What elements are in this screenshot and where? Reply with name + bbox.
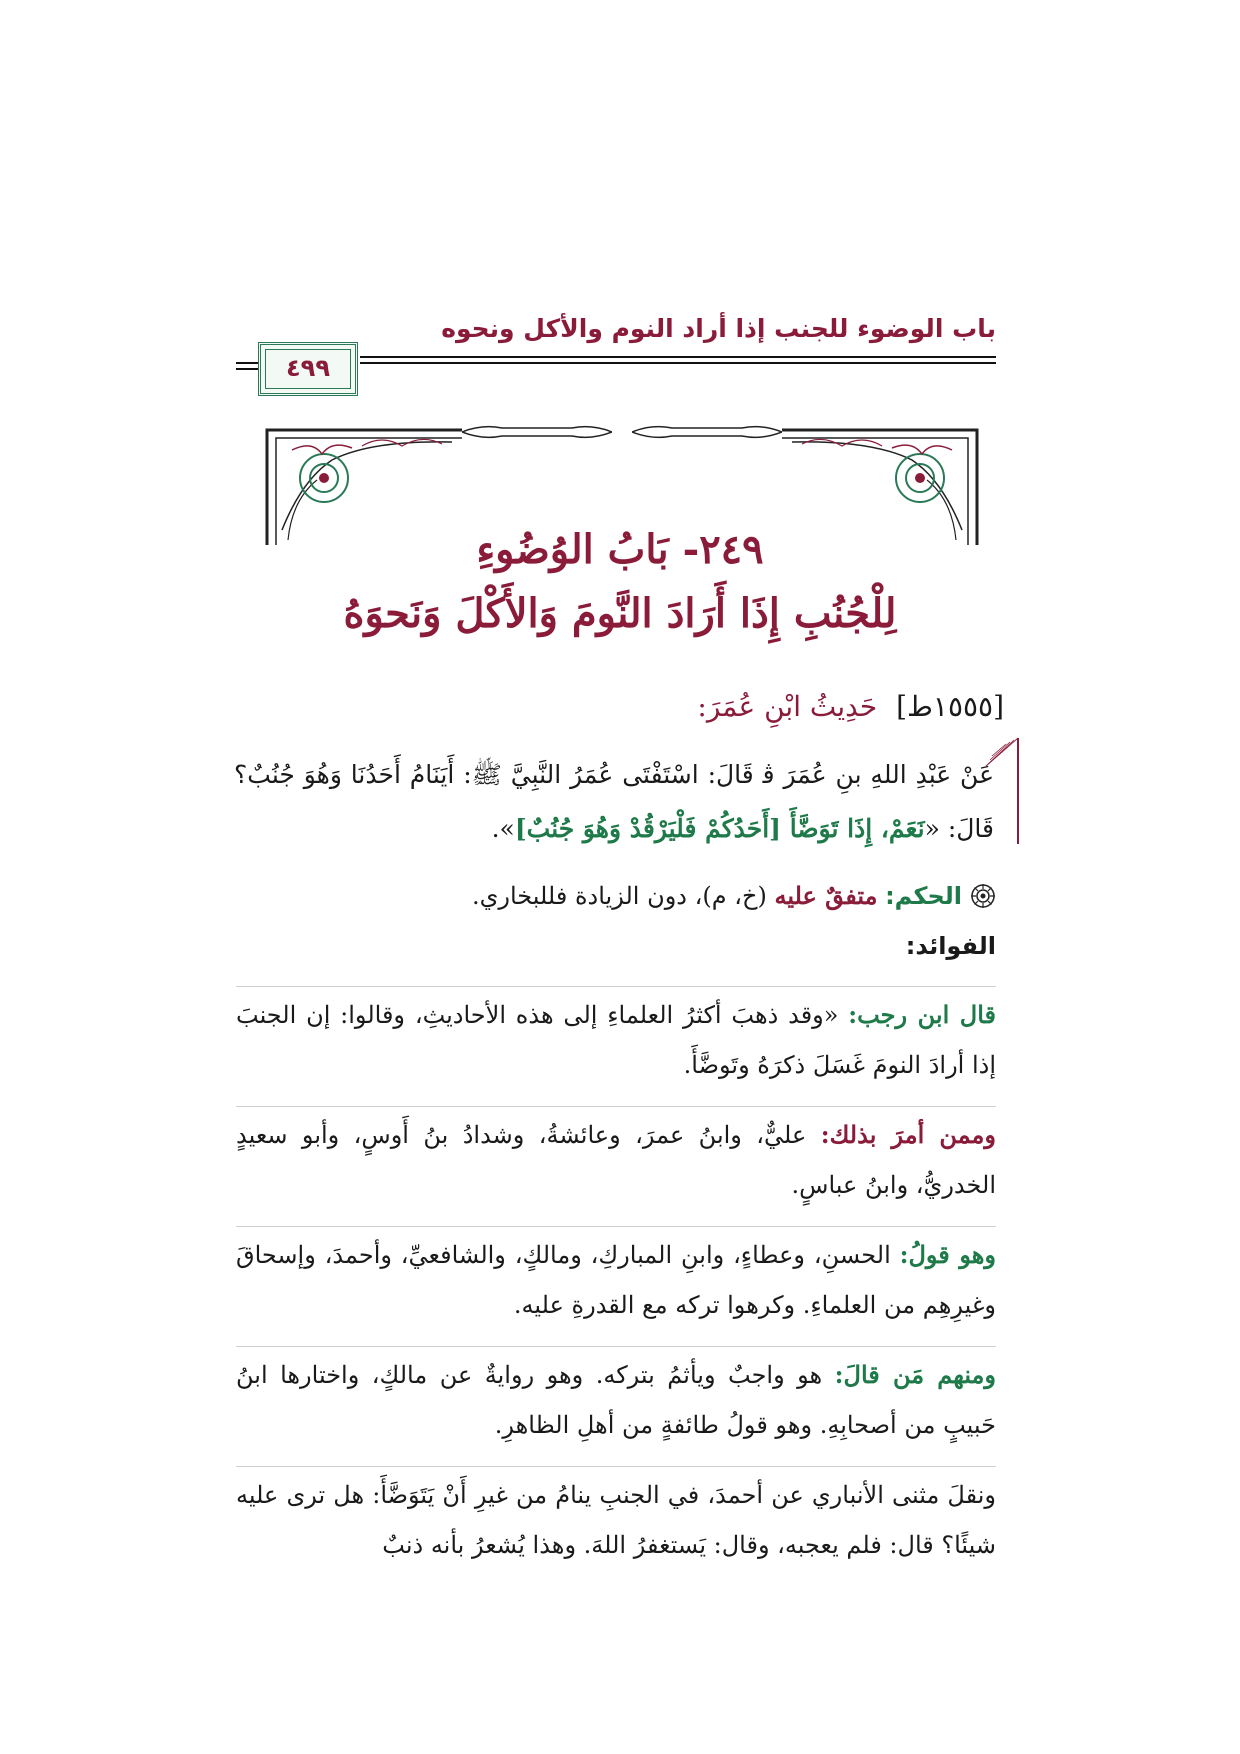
paragraph-1-lead: قال ابن رجب: xyxy=(848,1000,996,1029)
paragraph-3-text: الحسنِ، وعطاءٍ، وابنِ المباركِ، ومالكٍ، والشافعيِّ، وأحمدَ، وإسحاقَ وغيرِهِم من العلماءِ. وكرهوا تركه مع القدرةِ عليه. xyxy=(236,1241,996,1319)
paragraph-4-lead: ومنهم مَن قالَ: xyxy=(834,1360,996,1389)
header-rule-left-top xyxy=(236,362,258,364)
chapter-title xyxy=(320,518,920,646)
ornament-bar-left-icon xyxy=(462,424,612,440)
paragraph-1-text: «وقد ذهبَ أكثرُ العلماءِ إلى هذه الأحاديثِ، وقالوا: إن الجنبَ إذا أرادَ النومَ غَسَلَ ذكرَهُ وتَوضَّأَ. xyxy=(236,1001,996,1079)
benefits-label: الفوائد: xyxy=(905,932,996,960)
chapter-title-line-1: ٢٤٩- بَابُ الوُضُوءِ xyxy=(476,526,764,573)
page-number: ٤٩٩ xyxy=(286,354,330,382)
hadith-narration: عَنْ عَبْدِ اللهِ بنِ عُمَرَ ﭬ قَالَ: اسْتَفْتَى عُمَرُ النَّبِيَّ ﷺ: أَيَنَامُ أَحَدُنَا وَهُوَ جُنُبٌ؟ قَالَ: « xyxy=(234,760,994,843)
header-rule-right-bottom xyxy=(360,362,996,364)
hadith-text xyxy=(234,748,994,856)
header-rule-left-bottom xyxy=(236,368,258,370)
hadith-code: [١٥٥٥ط] xyxy=(896,690,1004,723)
paragraph-1 xyxy=(236,990,996,1090)
paragraph-2-text: عليٌّ، وابنُ عمرَ، وعائشةُ، وشدادُ بنُ أَوسٍ، وأبو سعيدٍ الخدريُّ، وابنُ عباسٍ. xyxy=(236,1121,996,1199)
running-header: باب الوضوء للجنب إذا أراد النوم والأكل ونحوه xyxy=(441,314,996,343)
hadith-addition: [أَحَدُكُمْ فَلْيَرْقُدْ وَهُوَ جُنُبٌ] xyxy=(514,814,790,843)
page-number-frame xyxy=(258,342,358,396)
header-rule-right-top xyxy=(360,356,996,358)
paragraph-5 xyxy=(236,1470,996,1570)
paragraph-3-lead: وهو قولُ: xyxy=(899,1240,996,1269)
ruling-line xyxy=(236,876,996,916)
paragraph-4-text: هو واجبٌ ويأثمُ بتركه. وهو روايةٌ عن مالكٍ، واختارها ابنُ حَبيبٍ من أصحابِهِ. وهو قولُ طائفةٍ من أهلِ الظاهرِ. xyxy=(236,1361,996,1439)
paragraph-4 xyxy=(236,1350,996,1450)
separator-4 xyxy=(236,1346,996,1347)
ornament-bar-right-icon xyxy=(632,424,782,440)
hadith-heading-title: حَدِيثُ ابْنِ عُمَرَ: xyxy=(697,690,878,723)
separator-2 xyxy=(236,1106,996,1107)
paragraph-2-lead: وممن أمرَ بذلك: xyxy=(820,1120,996,1149)
separator-1 xyxy=(236,986,996,987)
hadith-heading xyxy=(697,690,1004,723)
separator-3 xyxy=(236,1226,996,1227)
chapter-title-line-2: لِلْجُنُبِ إِذَا أَرَادَ النَّومَ وَالأَكْلَ وَنَحوَهُ xyxy=(343,590,897,637)
paragraph-3 xyxy=(236,1230,996,1330)
hadith-answer: نَعَمْ، إِذَا تَوَضَّأَ xyxy=(789,814,925,843)
flower-icon xyxy=(970,883,996,909)
hadith-closing: ». xyxy=(491,814,515,843)
paragraph-5-text: ونقلَ مثنى الأنباري عن أحمدَ، في الجنبِ ينامُ من غيرِ أَنْ يَتَوَضَّأَ: هل ترى عليه شيئًا؟ قال: فلم يعجبه، وقال: يَستغفرُ اللهَ. وهذا يُشعرُ بأنه ذنبٌ xyxy=(236,1481,996,1559)
ruling-label: الحكم: xyxy=(885,882,962,910)
paragraph-2 xyxy=(236,1110,996,1210)
ruling-grade: متفقٌ عليه xyxy=(774,881,878,910)
ruling-text: (خ، م)، دون الزيادة فللبخاري. xyxy=(471,882,775,910)
separator-5 xyxy=(236,1466,996,1467)
